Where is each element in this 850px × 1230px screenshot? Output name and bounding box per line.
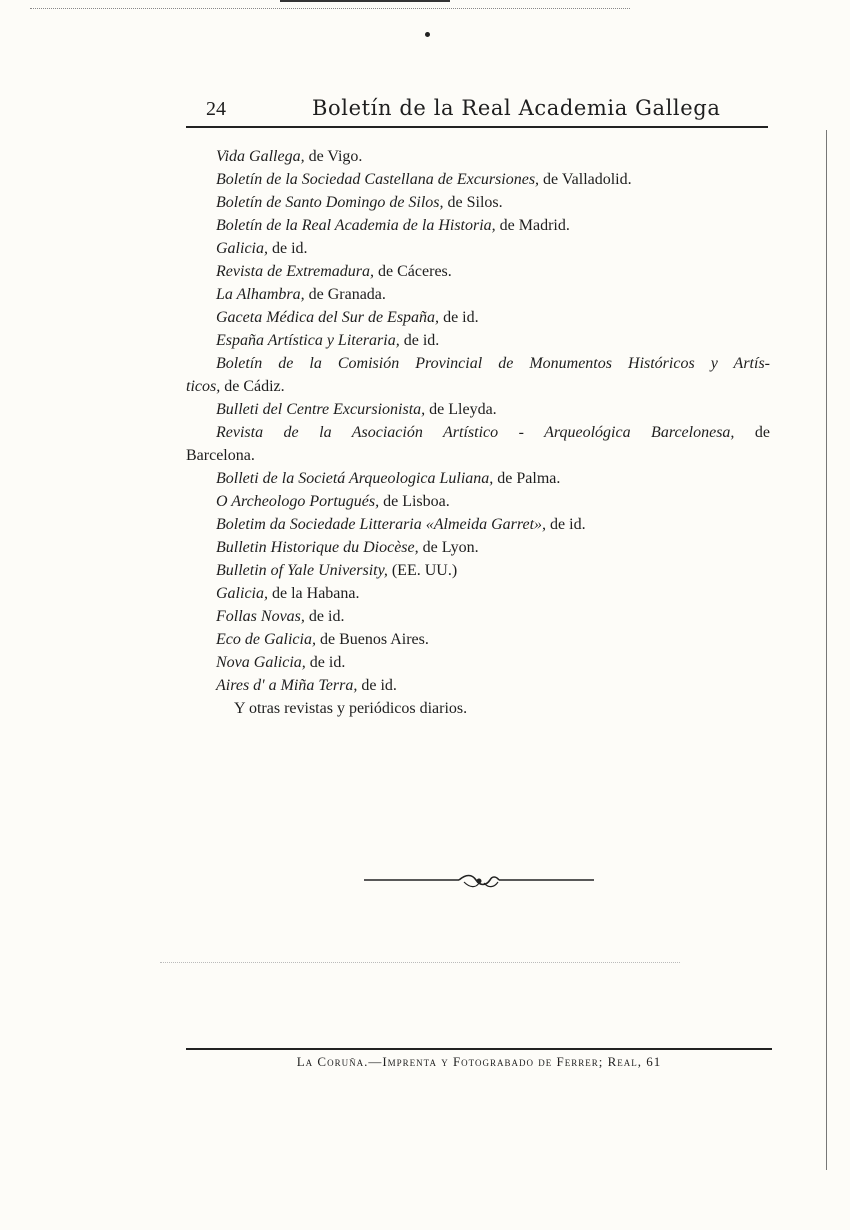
page-header xyxy=(188,96,768,126)
list-item: La Alhambra, de Granada. xyxy=(216,286,386,303)
imprint-line: La Coruña.—Imprenta y Fotograbado de Ferrer; Real, 61 xyxy=(296,1054,662,1069)
list-item: Revista de Extremadura, de Cáceres. xyxy=(216,263,452,280)
list-item: Galicia, de la Habana. xyxy=(216,585,360,602)
list-item: Follas Novas, de id. xyxy=(216,608,345,625)
list-item: Boletín de Santo Domingo de Silos, de Silos. xyxy=(216,194,503,211)
list-item: Bulletin Historique du Diocèse, de Lyon. xyxy=(216,539,479,556)
list-item-continuation: Barcelona. xyxy=(186,447,255,464)
list-item: Boletim da Sociedade Litteraria «Almeida Garret», de id. xyxy=(216,516,586,533)
ink-speck xyxy=(425,32,430,37)
list-item: Revista de la Asociación Artístico - Arqueológica Barcelonesa, de xyxy=(216,424,771,441)
top-edge-dotted-rule xyxy=(30,8,630,9)
list-item: Boletín de la Comisión Provincial de Monumentos Históricos y Artís- xyxy=(216,355,770,372)
footer-rule xyxy=(186,1048,772,1050)
list-item: Nova Galicia, de id. xyxy=(216,654,346,671)
running-title: Boletín de la Real Academia Gallega xyxy=(312,96,721,120)
periodicals-list xyxy=(186,145,770,720)
list-item: Bulletin of Yale University, (EE. UU.) xyxy=(216,562,458,579)
list-item: Eco de Galicia, de Buenos Aires. xyxy=(216,631,429,648)
list-item: Aires d' a Miña Terra, de id. xyxy=(216,677,397,694)
header-rule xyxy=(186,126,768,128)
list-item: O Archeologo Portugués, de Lisboa. xyxy=(216,493,450,510)
list-item: Vida Gallega, de Vigo. xyxy=(216,148,363,165)
list-item: España Artística y Literaria, de id. xyxy=(216,332,440,349)
page-number: 24 xyxy=(206,98,226,120)
ornament-divider-icon xyxy=(364,870,594,894)
top-edge-rule xyxy=(280,0,450,2)
list-item: Bolleti de la Societá Arqueologica Luliana, de Palma. xyxy=(216,470,561,487)
list-item: Boletín de la Sociedad Castellana de Excursiones, de Valladolid. xyxy=(216,171,632,188)
closing-line: Y otras revistas y periódicos diarios. xyxy=(234,700,468,717)
list-item: Boletín de la Real Academia de la Historia, de Madrid. xyxy=(216,217,570,234)
list-item: Gaceta Médica del Sur de España, de id. xyxy=(216,309,479,326)
faint-mark xyxy=(160,962,680,963)
list-item-continuation: ticos, de Cádiz. xyxy=(186,378,285,395)
page-edge-line xyxy=(826,130,827,1170)
list-item: Galicia, de id. xyxy=(216,240,308,257)
list-item: Bulleti del Centre Excursionista, de Lleyda. xyxy=(216,401,497,418)
